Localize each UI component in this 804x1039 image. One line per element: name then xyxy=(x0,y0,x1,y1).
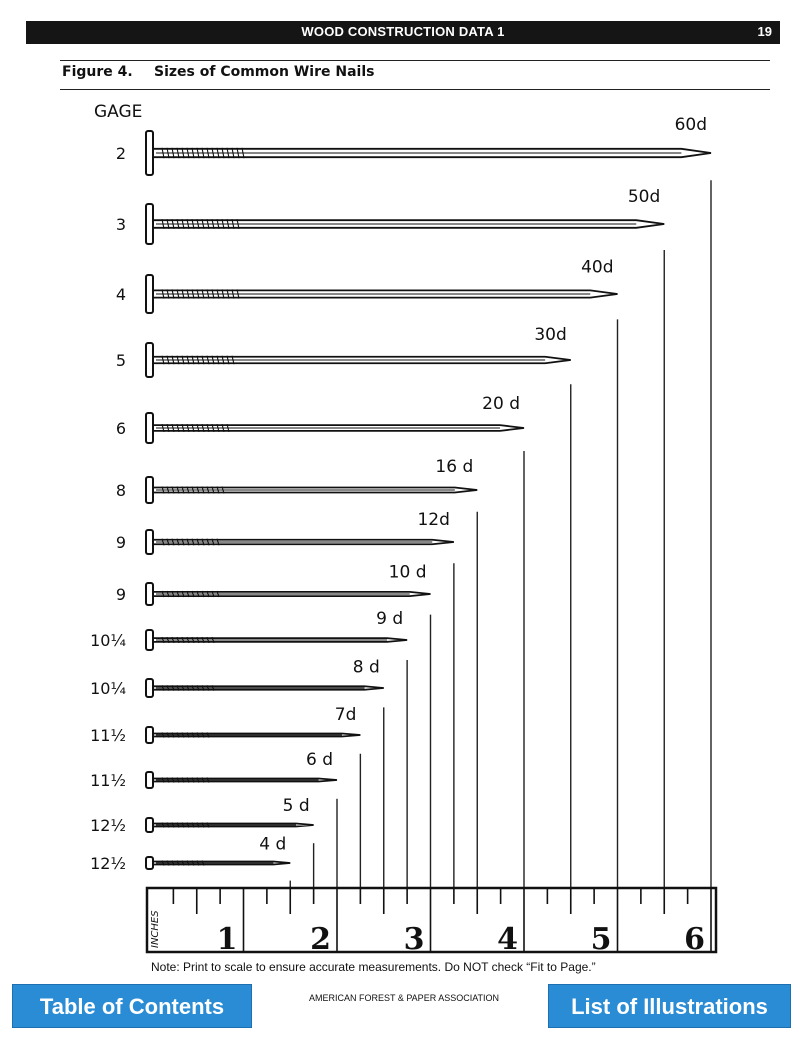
ruler-number: 1 xyxy=(216,922,238,957)
nail-size-label: 8 d xyxy=(352,657,380,678)
nail-gage-label: 12½ xyxy=(90,816,126,835)
nail-gage-label: 9 xyxy=(115,585,126,604)
nail-gage-label: 2 xyxy=(115,144,126,163)
nail-gage-label: 8 xyxy=(115,481,126,500)
nail-gage-label: 10¼ xyxy=(90,631,126,650)
ruler-number: 6 xyxy=(684,922,705,957)
nail-head xyxy=(146,204,153,244)
nail-gage-label: 5 xyxy=(115,351,126,370)
ruler-number: 4 xyxy=(497,922,518,957)
nail-head xyxy=(146,343,153,377)
nail-head xyxy=(146,857,153,869)
header-title: WOOD CONSTRUCTION DATA 1 xyxy=(301,24,505,39)
association-name: AMERICAN FOREST & PAPER ASSOCIATION xyxy=(309,993,500,1003)
nail-head xyxy=(146,583,153,605)
nail-head xyxy=(146,275,153,313)
nail-size-label: 7d xyxy=(334,705,357,726)
nail-size-label: 9 d xyxy=(376,609,404,629)
nail-head xyxy=(146,818,153,832)
nail-head xyxy=(146,413,153,443)
nail-11 xyxy=(90,750,337,888)
nail-gage-label: 10¼ xyxy=(90,679,126,698)
nail-gage-label: 9 xyxy=(115,533,126,552)
nail-size-label: 4 d xyxy=(259,834,287,855)
nail-gage-label: 11½ xyxy=(90,771,126,790)
figure-number: Figure 4. xyxy=(62,64,133,80)
nail-size-label: 20 d xyxy=(482,394,520,414)
nail-gage-label: 11½ xyxy=(90,726,126,745)
nail-10 xyxy=(90,705,360,888)
nail-head xyxy=(146,530,153,554)
ruler-number: 2 xyxy=(310,922,331,957)
nail-gage-label: 6 xyxy=(115,419,126,438)
ruler-number: 3 xyxy=(403,922,425,957)
nail-size-label: 50d xyxy=(627,187,661,207)
gage-heading: GAGE xyxy=(94,102,143,122)
ruler-unit-label: INCHES xyxy=(150,910,161,948)
nail-0 xyxy=(116,115,711,888)
nail-8 xyxy=(90,609,407,888)
nail-2 xyxy=(116,258,618,888)
page-number: 19 xyxy=(757,24,772,39)
nail-size-label: 60d xyxy=(674,114,707,135)
table-of-contents-button[interactable]: Table of Contents xyxy=(12,984,252,1028)
nail-head xyxy=(146,477,153,503)
nail-gage-label: 4 xyxy=(115,285,126,304)
nail-head xyxy=(146,772,153,788)
nail-size-label: 30d xyxy=(534,324,567,345)
figure-caption: Sizes of Common Wire Nails xyxy=(154,64,375,80)
nail-size-label: 16 d xyxy=(435,457,474,478)
nail-gage-label: 12½ xyxy=(90,854,126,873)
nail-head xyxy=(146,727,153,743)
nail-head xyxy=(146,630,153,650)
nail-size-label: 6 d xyxy=(305,750,333,771)
ruler-number: 5 xyxy=(590,922,612,957)
nail-13 xyxy=(90,834,290,888)
nail-size-label: 5 d xyxy=(282,795,310,816)
list-of-illustrations-button[interactable]: List of Illustrations xyxy=(548,984,791,1028)
nail-head xyxy=(146,679,153,697)
nail-size-label: 40d xyxy=(581,257,614,278)
nail-head xyxy=(146,131,153,175)
nail-size-label: 12d xyxy=(417,509,450,530)
nail-9 xyxy=(90,658,384,888)
nail-size-label: 10 d xyxy=(388,562,427,583)
nail-gage-label: 3 xyxy=(115,215,126,234)
print-note: Note: Print to scale to ensure accurate measurements. Do NOT check “Fit to Page.” xyxy=(151,960,596,974)
